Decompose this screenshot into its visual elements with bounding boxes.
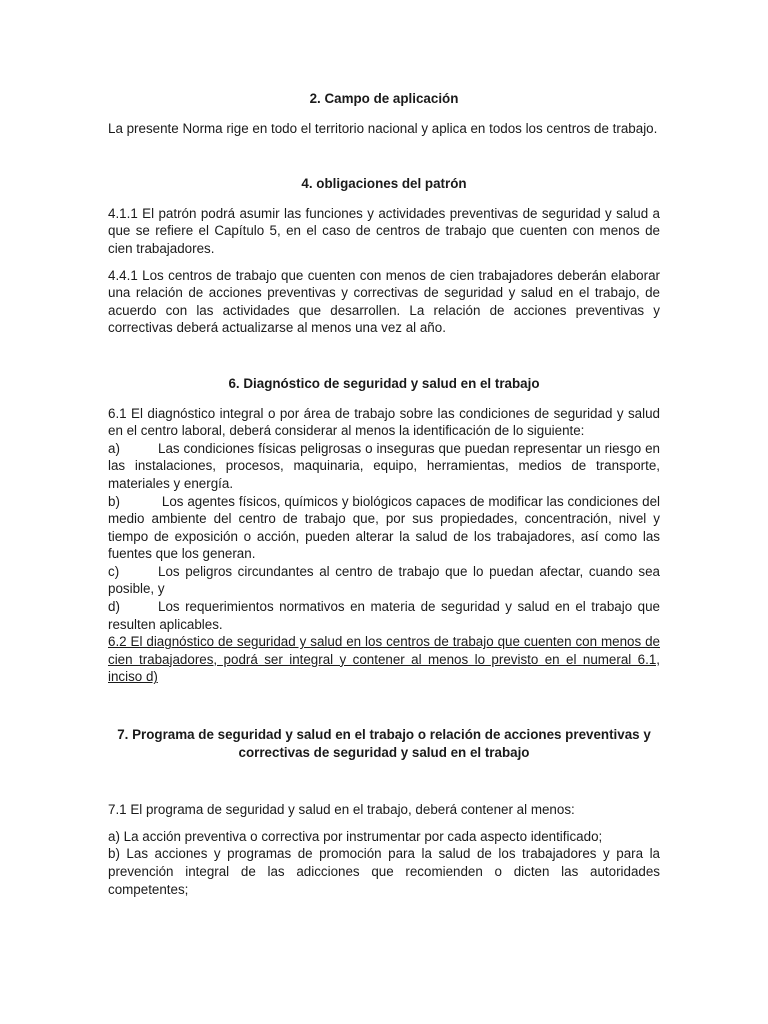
- list-item: [108, 598, 660, 633]
- list-item: [108, 563, 660, 598]
- list-item-letter: b): [108, 493, 120, 509]
- list-item-text: Los requerimientos normativos en materia de seguridad y salud en el trabajo que resulten aplicables.: [108, 599, 660, 632]
- paragraph-6-1: 6.1 El diagnóstico integral o por área de trabajo sobre las condiciones de seguridad y salud en el centro laboral, deberá considerar al menos la identificación de lo siguiente:: [108, 405, 660, 439]
- list-item-text: Los agentes físicos, químicos y biológicos capaces de modificar las condiciones del medio ambiente del centro de trabajo que, por sus propiedades, concentración, nivel y tiempo de exposición o acción, pueden alterar la salud de los trabajadores, así como las fuentes que los generan.: [108, 493, 660, 562]
- paragraph-7-1-b: b) Las acciones y programas de promoción para la salud de los trabajadores y para la prevención integral de las adicciones que recomienden o dicten las autoridades competentes;: [108, 846, 660, 897]
- document-page: [108, 90, 660, 898]
- section-7-heading: 7. Programa de seguridad y salud en el trabajo o relación de acciones preventivas y correctivas de seguridad y salud en el trabajo: [117, 727, 651, 760]
- paragraph-7-1-a: a) La acción preventiva o correctiva por instrumentar por cada aspecto identificado;: [108, 828, 603, 844]
- paragraph-4-1-1: 4.1.1 El patrón podrá asumir las funciones y actividades preventivas de seguridad y salud a que se refiere el Capítulo 5, en el caso de centros de trabajo que cuenten con menos de cien trabajadores.: [108, 205, 660, 256]
- list-item-letter: c): [108, 563, 120, 579]
- list-item: [108, 440, 660, 493]
- section-6-heading: 6. Diagnóstico de seguridad y salud en el trabajo: [228, 375, 540, 391]
- section-2-heading: 2. Campo de aplicación: [309, 91, 459, 106]
- list-item-text: Los peligros circundantes al centro de trabajo que lo puedan afectar, cuando sea posible, y: [108, 563, 660, 597]
- list-item-letter: a): [108, 440, 120, 456]
- section-2-paragraph: La presente Norma rige en todo el territorio nacional y aplica en todos los centros de trabajo.: [108, 120, 658, 136]
- paragraph-7-1: 7.1 El programa de seguridad y salud en el trabajo, deberá contener al menos:: [108, 802, 575, 818]
- paragraph-6-2: 6.2 El diagnóstico de seguridad y salud en los centros de trabajo que cuenten con menos de cien trabajadores, podrá ser integral y contener al menos lo previsto en el numeral 6.1, inciso d): [108, 634, 660, 685]
- list-item: [108, 493, 660, 563]
- list-item-letter: d): [108, 599, 120, 615]
- section-4-heading: 4. obligaciones del patrón: [301, 176, 467, 192]
- paragraph-4-4-1: 4.4.1 Los centros de trabajo que cuenten con menos de cien trabajadores deberán elaborar una relación de acciones preventivas y correctivas de seguridad y salud en el trabajo, de acuerdo con las actividades que desarrollen. La relación de acciones preventivas y correctivas deberá actualizarse al menos una vez al año.: [108, 267, 660, 336]
- list-item-text: Las condiciones físicas peligrosas o inseguras que puedan representar un riesgo en las instalaciones, procesos, maquinaria, equipo, herramientas, medios de transporte, materiales y energía.: [108, 440, 660, 491]
